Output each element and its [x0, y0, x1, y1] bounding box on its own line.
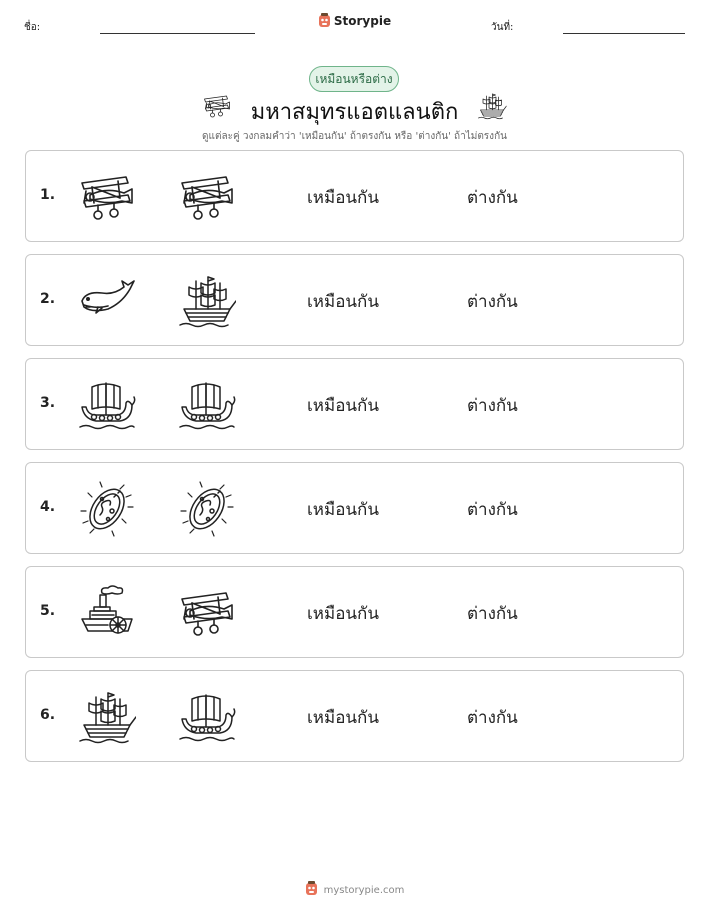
steamboat-icon: [78, 585, 136, 641]
instructions: ดูแต่ละคู่ วงกลมคำว่า 'เหมือนกัน' ถ้าตรงกัน หรือ 'ต่างกัน' ถ้าไม่ตรงกัน: [202, 131, 507, 142]
viking-ship-icon: [178, 689, 236, 745]
different-option[interactable]: ต่างกัน: [467, 396, 518, 416]
storypie-logo-icon: [305, 881, 318, 896]
question-row-6: [25, 670, 684, 762]
question-row-2: [25, 254, 684, 346]
same-option[interactable]: เหมือนกัน: [307, 708, 379, 728]
whale-icon: [78, 273, 136, 329]
same-option[interactable]: เหมือนกัน: [307, 396, 379, 416]
different-option[interactable]: ต่างกัน: [467, 500, 518, 520]
worksheet-type-badge: เหมือนหรือต่าง: [309, 66, 399, 92]
brand-name: Storypie: [333, 14, 392, 28]
question-row-4: [25, 462, 684, 554]
different-option[interactable]: ต่างกัน: [467, 604, 518, 624]
different-option[interactable]: ต่างกัน: [467, 708, 518, 728]
biplane-icon: [178, 585, 236, 641]
viking-ship-icon: [78, 377, 136, 433]
viking-ship-icon: [178, 377, 236, 433]
biplane-icon: [178, 169, 236, 225]
question-row-1: [25, 150, 684, 242]
different-option[interactable]: ต่างกัน: [467, 188, 518, 208]
question-number: 1.: [40, 187, 56, 203]
storypie-logo-icon: [318, 13, 331, 28]
question-number: 6.: [40, 707, 56, 723]
footer: [0, 881, 709, 896]
same-option[interactable]: เหมือนกัน: [307, 604, 379, 624]
question-number: 5.: [40, 603, 56, 619]
question-row-5: [25, 566, 684, 658]
sailing-ship-icon: [476, 92, 508, 124]
question-number: 2.: [40, 291, 56, 307]
question-row-3: [25, 358, 684, 450]
galleon-icon: [178, 273, 236, 329]
date-line[interactable]: [563, 33, 685, 34]
bacterium-icon: [178, 481, 236, 537]
name-line[interactable]: [100, 33, 255, 34]
different-option[interactable]: ต่างกัน: [467, 292, 518, 312]
same-option[interactable]: เหมือนกัน: [307, 500, 379, 520]
same-option[interactable]: เหมือนกัน: [307, 188, 379, 208]
page-title: มหาสมุทรแอตแลนติก: [250, 100, 459, 125]
name-label: ชื่อ:: [24, 22, 41, 33]
brand: [0, 13, 709, 28]
date-label: วันที่:: [491, 22, 514, 33]
galleon-icon: [78, 689, 136, 745]
bacterium-icon: [78, 481, 136, 537]
footer-url: mystorypie.com: [323, 885, 405, 896]
question-number: 3.: [40, 395, 56, 411]
question-number: 4.: [40, 499, 56, 515]
biplane-icon: [78, 169, 136, 225]
same-option[interactable]: เหมือนกัน: [307, 292, 379, 312]
